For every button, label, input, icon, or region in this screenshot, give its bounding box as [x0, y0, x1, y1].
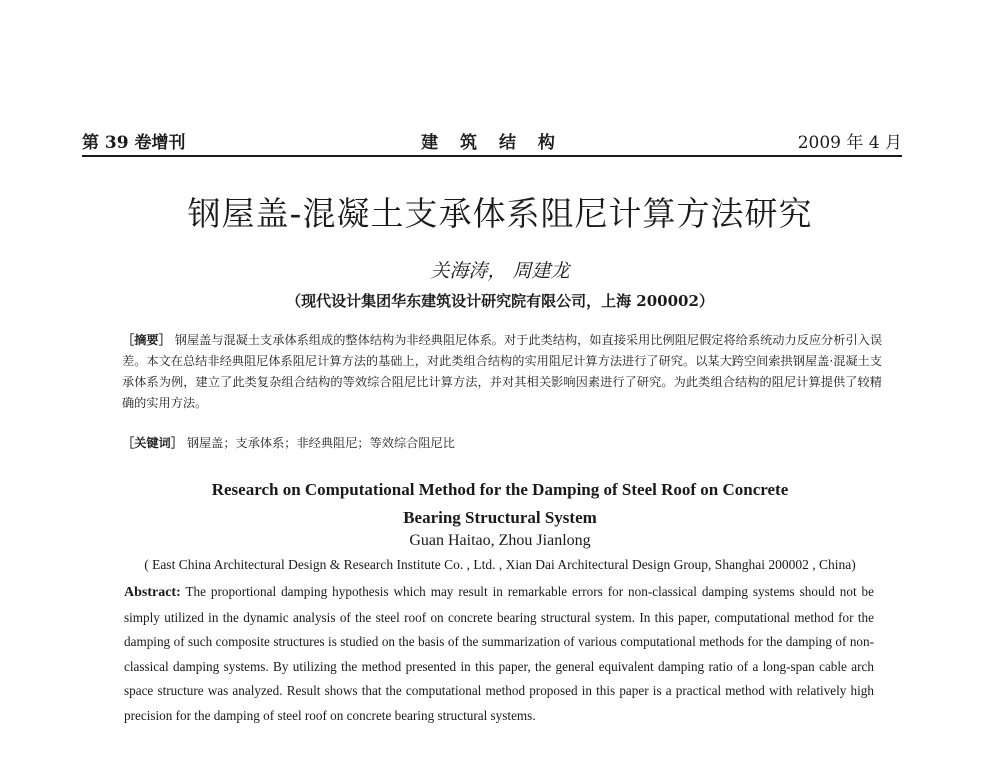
- abstract-cn-label: ［摘要］: [122, 333, 171, 347]
- header-rule: [82, 155, 902, 157]
- keywords-cn: [122, 434, 882, 451]
- english-affiliation: ( East China Architectural Design & Research Institute Co. , Ltd. , Xian Dai Architectural Design Group, Shanghai 200002 , China): [144, 557, 856, 572]
- header-date: 2009 年 4 月: [797, 133, 902, 153]
- keywords-cn-label: ［关键词］: [122, 436, 183, 450]
- keywords-cn-text: 钢屋盖；支承体系；非经典阻尼；等效综合阻尼比: [186, 436, 455, 450]
- running-header: [82, 128, 902, 152]
- english-authors: Guan Haitao, Zhou Jianlong: [409, 532, 591, 549]
- abstract-en: [124, 580, 874, 729]
- abstract-en-text: The proportional damping hypothesis which may result in remarkable errors for non-classical damping systems should not be simply utilized in the dynamic analysis of the steel roof on concrete bearing structural system. In this paper, computational method for the damping of such composite structures is studied on the basis of the summarization of various computational methods for the damping of non-classical damping systems. By utilizing the method presented in this paper, the general equivalent damping ratio of a long-span cable arch space structure was analyzed. Result shows that the computational method proposed in this paper is a practical method with relatively high precision for the damping of steel roof on concrete bearing structural systems.: [124, 584, 874, 723]
- authors: 关海涛， 周建龙: [430, 260, 570, 282]
- abstract-en-label: Abstract:: [124, 585, 181, 600]
- header-volume: 第 39 卷增刊: [82, 133, 186, 153]
- abstract-cn-text: 钢屋盖与混凝土支承体系组成的整体结构为非经典阻尼体系。对于此类结构，如直接采用比例阻尼假定将给系统动力反应分析引入误差。本文在总结非经典阻尼体系阻尼计算方法的基础上，对此类组合结构的实用阻尼计算方法进行了研究。以某大跨空间索拱钢屋盖·混凝土支承体系为例，建立了此类复杂组合结构的等效综合阻尼比计算方法，并对其相关影响因素进行了研究。为此类组合结构的阻尼计算提供了较精确的实用方法。: [122, 333, 883, 410]
- affiliation: （现代设计集团华东建筑设计研究院有限公司，上海 200002）: [286, 292, 714, 310]
- english-title-line-1: Research on Computational Method for the Damping of Steel Roof on Concrete: [211, 480, 789, 499]
- english-title: [0, 476, 1000, 532]
- english-title-line-2: Bearing Structural System: [403, 508, 597, 527]
- header-journal: 建 筑 结 构: [421, 133, 563, 153]
- paper-title: 钢屋盖-混凝土支承体系阻尼计算方法研究: [187, 194, 813, 233]
- abstract-cn: [122, 330, 882, 414]
